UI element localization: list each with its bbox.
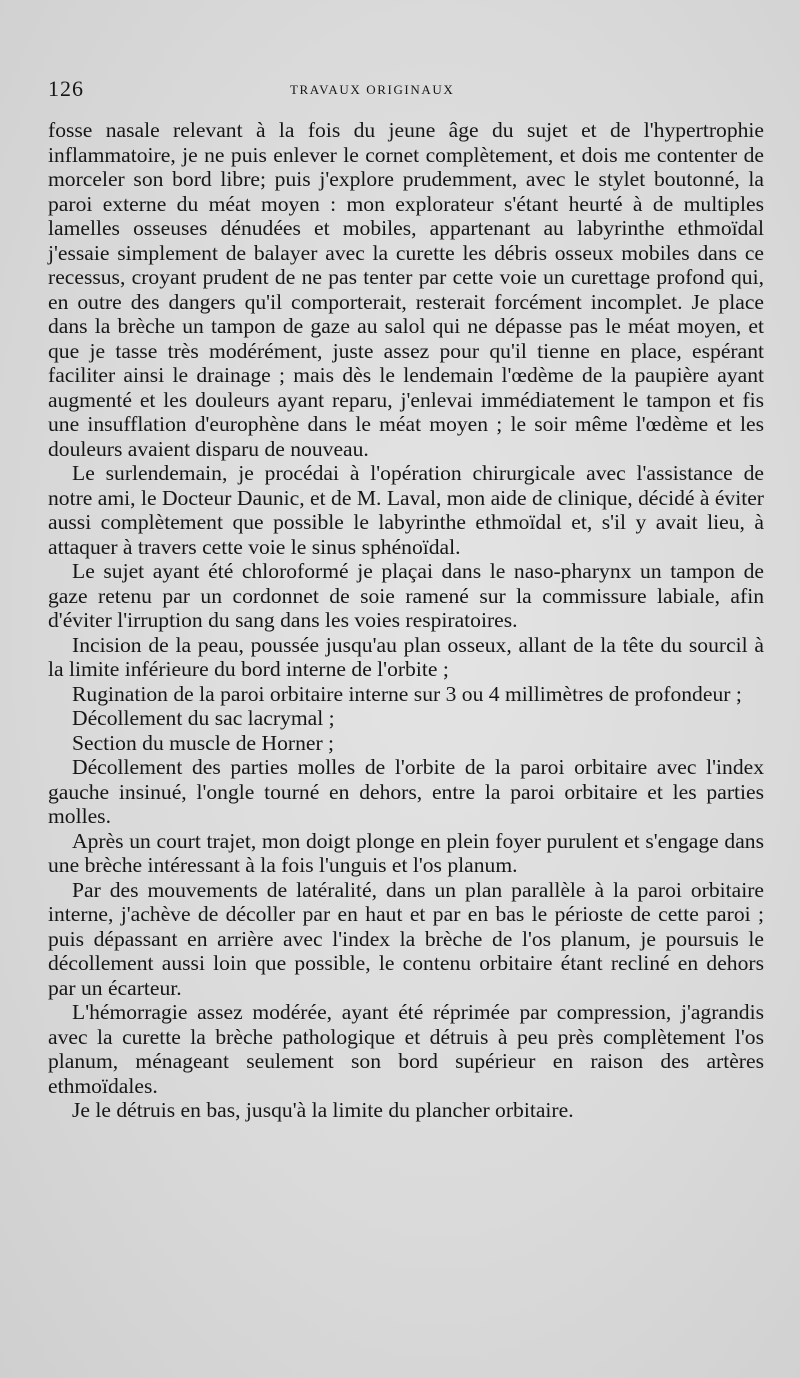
step-horner-muscle: Section du muscle de Horner ;: [72, 730, 335, 755]
body-text: [48, 118, 764, 1123]
paragraph-continuation: fosse nasale relevant à la fois du jeune âge du sujet et de l'hypertrophie inflammatoire, je ne puis enlever le cornet complètement, et dois me contenter de morceler son bord libre; puis j'explore prudemment, avec le stylet boutonné, la paroi externe du méat moyen : mon explorateur s'étant heurté à de multiples lamelles osseuses dénudées et mobiles, appartenant au labyrinthe ethmoïdal j'essaie simplement de balayer avec la curette les débris osseux mobiles dans ce recessus, croyant prudent de ne pas tenter par cette voie un curettage profond qui, en outre des dangers qu'il comporterait, resterait forcément incomplet. Je place dans la brèche un tampon de gaze au salol qui ne dépasse pas le méat moyen, et que je tasse très modérément, juste assez pour qu'il tienne en place, espérant faciliter ainsi le drainage ; mais dès le lendemain l'œdème de la paupière ayant augmenté et les douleurs ayant reparu, j'enlevai immédiatement le tampon et fis une insufflation d'europhène dans le méat moyen ; le soir même l'œdème et les douleurs avaient disparu de nouveau.: [48, 118, 764, 461]
page-header: [48, 72, 764, 118]
paragraph-laterality: Par des mouvements de latéralité, dans un plan parallèle à la paroi orbitaire interne, j'achève de décoller par en haut et par en bas le périoste de cette paroi ; puis dépassant en arrière avec l'index la brèche de l'os planum, je poursuis le décollement aussi loin que possible, le contenu orbitaire étant recliné en dehors par un écarteur.: [48, 877, 764, 1000]
paragraph-orbital-floor: Je le détruis en bas, jusqu'à la limite du plancher orbitaire.: [72, 1098, 574, 1122]
paragraph-hemorrhage: L'hémorragie assez modérée, ayant été réprimée par compression, j'agrandis avec la curette la brèche pathologique et détruis à peu près complètement l'os planum, ménageant seulement son bord supérieur en raison des artères ethmoïdales.: [48, 1000, 764, 1098]
paragraph-operation: Le surlendemain, je procédai à l'opération chirurgicale avec l'assistance de notre ami, le Docteur Daunic, et de M. Laval, mon aide de clinique, décidé à éviter aussi complètement que possible le labyrinthe ethmoïdal et, s'il y avait lieu, à attaquer à travers cette voie le sinus sphénoïdal.: [48, 461, 764, 559]
paragraph-chloroform: Le sujet ayant été chloroformé je plaçai dans le naso-pharynx un tampon de gaze retenu par un cordonnet de soie ramené sur la commissure labiale, afin d'éviter l'irruption du sang dans les voies respiratoires.: [48, 559, 764, 632]
page-number: 126: [48, 76, 84, 101]
step-incision: Incision de la peau, poussée jusqu'au plan osseux, allant de la tête du sourcil à la limite inférieure du bord interne de l'orbite ;: [48, 632, 764, 681]
step-soft-parts: Décollement des parties molles de l'orbite de la paroi orbitaire avec l'index gauche insinué, l'ongle tourné en dehors, entre la paroi orbitaire et les parties molles.: [48, 755, 764, 828]
step-lacrymal-sac: Décollement du sac lacrymal ;: [72, 706, 335, 730]
paragraph-purulent-focus: Après un court trajet, mon doigt plonge en plein foyer purulent et s'engage dans une brèche intéressant à la fois l'unguis et l'os planum.: [48, 828, 764, 877]
step-rugination: Rugination de la paroi orbitaire interne sur 3 ou 4 millimètres de profondeur ;: [72, 681, 742, 706]
running-title: TRAVAUX ORIGINAUX: [290, 82, 455, 97]
